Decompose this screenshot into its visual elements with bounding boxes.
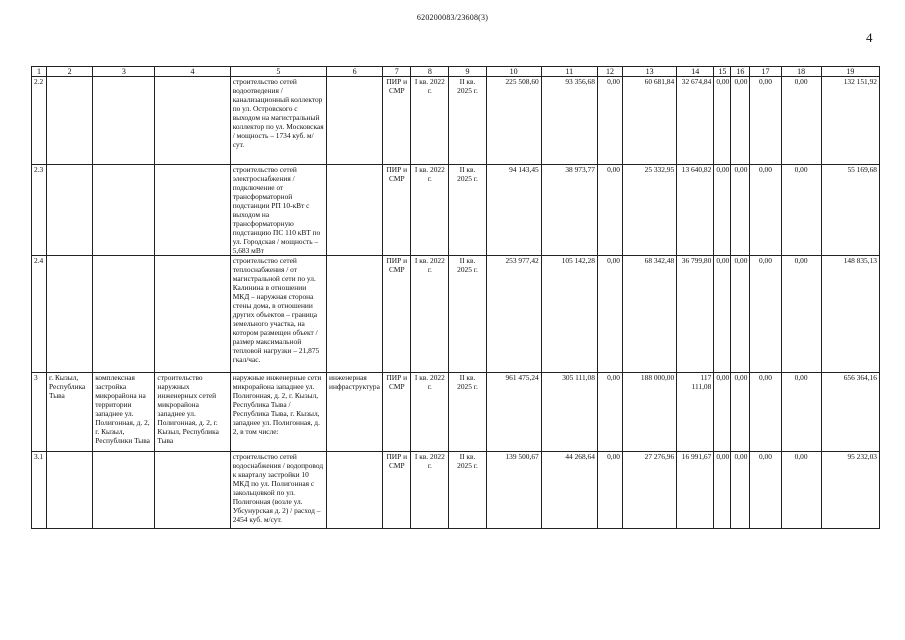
row-number: 3.1 bbox=[32, 452, 47, 529]
value-cell: 0,00 bbox=[714, 373, 731, 452]
type-cell bbox=[327, 256, 383, 373]
col-header: 9 bbox=[449, 67, 486, 77]
col-header: 3 bbox=[93, 67, 155, 77]
work-type: ПИР и СМР bbox=[383, 373, 411, 452]
value-cell: 0,00 bbox=[597, 165, 622, 256]
value-cell: 93 356,68 bbox=[541, 77, 597, 165]
page-number: 4 bbox=[866, 30, 873, 45]
table-row bbox=[32, 373, 880, 452]
value-cell: 0,00 bbox=[750, 256, 781, 373]
type-cell: инженерная инфраструктура bbox=[327, 373, 383, 452]
start-date: I кв. 2022 г. bbox=[411, 256, 449, 373]
col-header: 5 bbox=[230, 67, 326, 77]
program-table bbox=[31, 66, 880, 529]
col-header: 10 bbox=[486, 67, 541, 77]
value-cell: 0,00 bbox=[714, 256, 731, 373]
value-cell: 0,00 bbox=[597, 77, 622, 165]
end-date: II кв. 2025 г. bbox=[449, 256, 486, 373]
value-cell: 44 268,64 bbox=[541, 452, 597, 529]
col-header: 16 bbox=[731, 67, 750, 77]
total-cell: 656 364,16 bbox=[821, 373, 879, 452]
project-cell bbox=[93, 77, 155, 165]
col-header: 8 bbox=[411, 67, 449, 77]
total-cell: 132 151,92 bbox=[821, 77, 879, 165]
value-cell: 0,00 bbox=[750, 165, 781, 256]
start-date: I кв. 2022 г. bbox=[411, 452, 449, 529]
value-cell: 27 276,96 bbox=[623, 452, 677, 529]
value-cell: 961 475,24 bbox=[486, 373, 541, 452]
col-header: 17 bbox=[750, 67, 781, 77]
work-type: ПИР и СМР bbox=[383, 256, 411, 373]
activity-cell: строительство наружных инженерных сетей микрорайона западнее ул. Полигонная, д. 2, г. Кызыл, Республика Тыва bbox=[155, 373, 230, 452]
location-cell: г. Кызыл, Республика Тыва bbox=[47, 373, 93, 452]
value-cell: 0,00 bbox=[750, 77, 781, 165]
work-type: ПИР и СМР bbox=[383, 452, 411, 529]
col-header: 19 bbox=[821, 67, 879, 77]
type-cell bbox=[327, 452, 383, 529]
value-cell: 68 342,48 bbox=[623, 256, 677, 373]
object-description: наружные инженерные сети микрорайона западнее ул. Полигонная, д. 2, г. Кызыл, Республика Тыва / Республика Тыва, г. Кызыл, западнее ул. Полигонная, д. 2, в том числе: bbox=[230, 373, 326, 452]
value-cell: 0,00 bbox=[714, 165, 731, 256]
value-cell: 13 640,82 bbox=[677, 165, 714, 256]
end-date: II кв. 2025 г. bbox=[449, 373, 486, 452]
table-row bbox=[32, 452, 880, 529]
col-header: 18 bbox=[781, 67, 821, 77]
value-cell: 0,00 bbox=[781, 373, 821, 452]
value-cell: 0,00 bbox=[781, 452, 821, 529]
project-cell bbox=[93, 256, 155, 373]
location-cell bbox=[47, 165, 93, 256]
activity-cell bbox=[155, 256, 230, 373]
end-date: II кв. 2025 г. bbox=[449, 452, 486, 529]
total-cell: 95 232,03 bbox=[821, 452, 879, 529]
table-row bbox=[32, 165, 880, 256]
value-cell: 36 799,80 bbox=[677, 256, 714, 373]
value-cell: 105 142,28 bbox=[541, 256, 597, 373]
table-row bbox=[32, 256, 880, 373]
value-cell: 188 000,00 bbox=[623, 373, 677, 452]
type-cell bbox=[327, 165, 383, 256]
value-cell: 38 973,77 bbox=[541, 165, 597, 256]
col-header: 7 bbox=[383, 67, 411, 77]
value-cell: 0,00 bbox=[781, 256, 821, 373]
value-cell: 0,00 bbox=[781, 77, 821, 165]
value-cell: 25 332,95 bbox=[623, 165, 677, 256]
value-cell: 0,00 bbox=[597, 452, 622, 529]
value-cell: 0,00 bbox=[731, 165, 750, 256]
value-cell: 0,00 bbox=[714, 452, 731, 529]
value-cell: 0,00 bbox=[731, 256, 750, 373]
col-header: 15 bbox=[714, 67, 731, 77]
value-cell: 305 111,08 bbox=[541, 373, 597, 452]
start-date: I кв. 2022 г. bbox=[411, 77, 449, 165]
col-header: 13 bbox=[623, 67, 677, 77]
col-header: 4 bbox=[155, 67, 230, 77]
value-cell: 139 500,67 bbox=[486, 452, 541, 529]
start-date: I кв. 2022 г. bbox=[411, 373, 449, 452]
col-header: 14 bbox=[677, 67, 714, 77]
type-cell bbox=[327, 77, 383, 165]
value-cell: 0,00 bbox=[750, 373, 781, 452]
value-cell: 16 991,67 bbox=[677, 452, 714, 529]
end-date: II кв. 2025 г. bbox=[449, 77, 486, 165]
value-cell: 0,00 bbox=[714, 77, 731, 165]
value-cell: 0,00 bbox=[731, 373, 750, 452]
col-header: 2 bbox=[47, 67, 93, 77]
document-number: 620200083/23608(3) bbox=[416, 13, 489, 22]
project-cell bbox=[93, 452, 155, 529]
project-cell bbox=[93, 165, 155, 256]
project-cell: комплексная застройка микрорайона на территории западнее ул. Полигонная, д. 2, г. Кызыл, Республики Тыва bbox=[93, 373, 155, 452]
col-header: 11 bbox=[541, 67, 597, 77]
value-cell: 0,00 bbox=[597, 373, 622, 452]
col-header: 1 bbox=[32, 67, 47, 77]
work-type: ПИР и СМР bbox=[383, 165, 411, 256]
object-description: строительство сетей водоотведения / канализационный коллектор по ул. Островского с выходом на магистральный коллектор по ул. Московская / мощность – 1734 куб. м/сут. bbox=[230, 77, 326, 165]
object-description: строительство сетей водоснабжения / водопровод к кварталу застройки 10 МКД по ул. Полигонная с закольцовкой по ул. Полигонная (возле ул. Убсунурская д. 2) / расход – 2454 куб. м/сут. bbox=[230, 452, 326, 529]
value-cell: 117 111,08 bbox=[677, 373, 714, 452]
end-date: II кв. 2025 г. bbox=[449, 165, 486, 256]
activity-cell bbox=[155, 77, 230, 165]
value-cell: 225 508,60 bbox=[486, 77, 541, 165]
object-description: строительство сетей теплоснабжения / от магистральной сети по ул. Калинина в отношении МКД – наружная сторона стены дома, в отношении других объектов – граница земельного участка, на котором размещен объект / размер максимальной тепловой нагрузки – 21,875 гкал/час. bbox=[230, 256, 326, 373]
value-cell: 0,00 bbox=[597, 256, 622, 373]
value-cell: 253 977,42 bbox=[486, 256, 541, 373]
row-number: 2.2 bbox=[32, 77, 47, 165]
total-cell: 55 169,68 bbox=[821, 165, 879, 256]
activity-cell bbox=[155, 452, 230, 529]
value-cell: 0,00 bbox=[781, 165, 821, 256]
total-cell: 148 835,13 bbox=[821, 256, 879, 373]
work-type: ПИР и СМР bbox=[383, 77, 411, 165]
value-cell: 32 674,84 bbox=[677, 77, 714, 165]
value-cell: 94 143,45 bbox=[486, 165, 541, 256]
column-number-row bbox=[32, 67, 880, 77]
row-number: 3 bbox=[32, 373, 47, 452]
row-number: 2.3 bbox=[32, 165, 47, 256]
value-cell: 0,00 bbox=[750, 452, 781, 529]
col-header: 12 bbox=[597, 67, 622, 77]
start-date: I кв. 2022 г. bbox=[411, 165, 449, 256]
object-description: строительство сетей электроснабжения / подключение от трансформаторной подстанции РП 10-кВт с выходом на трансформаторную подстанцию ПС 110 кВТ по ул. Городская / мощность – 5,683 мВт bbox=[230, 165, 326, 256]
col-header: 6 bbox=[327, 67, 383, 77]
value-cell: 0,00 bbox=[731, 77, 750, 165]
table-row bbox=[32, 77, 880, 165]
value-cell: 0,00 bbox=[731, 452, 750, 529]
location-cell bbox=[47, 77, 93, 165]
activity-cell bbox=[155, 165, 230, 256]
value-cell: 60 681,84 bbox=[623, 77, 677, 165]
row-number: 2.4 bbox=[32, 256, 47, 373]
location-cell bbox=[47, 256, 93, 373]
location-cell bbox=[47, 452, 93, 529]
